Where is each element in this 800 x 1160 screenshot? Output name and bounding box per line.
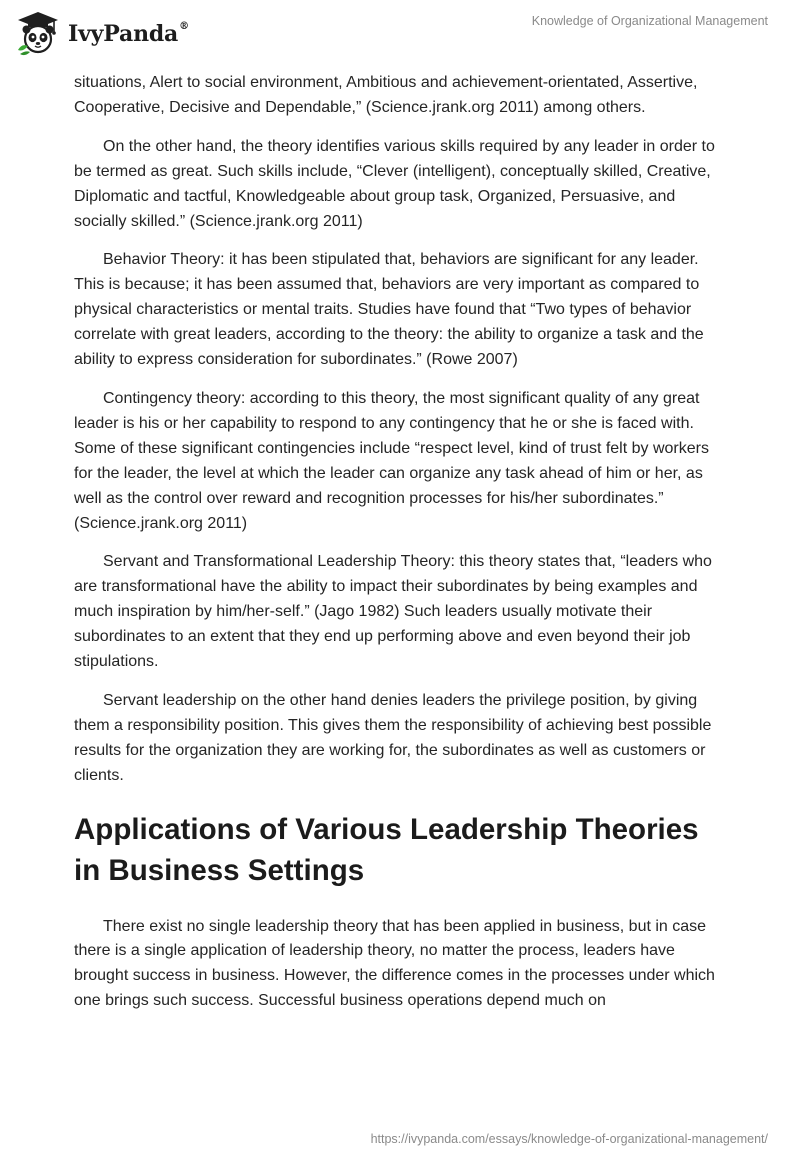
essay-content <box>74 71 730 1028</box>
paragraph: situations, Alert to social environment, Ambitious and achievement-orientated, Assertive, Cooperative, Decisive and Dependable,” (Science.jrank.org 2011) among others. <box>74 74 698 116</box>
page-header <box>0 0 800 70</box>
paragraph: Servant leadership on the other hand denies leaders the privilege position, by giving them a responsibility position. This gives them the responsibility of achieving best possible results for the organization they are working for, the subordinates as well as customers or clients. <box>74 691 712 784</box>
document-title: Knowledge of Organizational Management <box>531 14 768 28</box>
paragraph: On the other hand, the theory identifies various skills required by any leader in order to be termed as great. Such skills include, “Clever (intelligent), conceptually skilled, Creative, Diplomatic and tactful, Knowledgeable about group task, Organized, Persuasive, and socially skilled.” (Science.jrank.org 2011) <box>74 137 715 230</box>
paragraph: Contingency theory: according to this theory, the most significant quality of any great leader is his or her capability to respond to any contingency that he or she is faced with. Some of these significant contingencies include “respect level, kind of trust felt by workers for the leader, the level at which the leader can organize any task ahead of him or her, as well as the control over reward and recognition processes for his/her subordinates.” (Science.jrank.org 2011) <box>74 389 709 532</box>
brand-name: IvyPanda® <box>68 20 189 47</box>
ivypanda-logo[interactable] <box>14 8 189 58</box>
page-url[interactable]: https://ivypanda.com/essays/knowledge-of-organizational-management/ <box>370 1132 768 1146</box>
registered-mark: ® <box>179 20 189 32</box>
section-heading: Applications of Various Leadership Theories in Business Settings <box>74 812 699 887</box>
paragraph: Servant and Transformational Leadership Theory: this theory states that, “leaders who are transformational have the ability to impact their subordinates by being examples and much inspiration by him/her-self.” (Jago 1982) Such leaders usually motivate their subordinates to an extent that they end up performing above and even beyond their job stipulations. <box>74 553 712 671</box>
paragraph: There exist no single leadership theory that has been applied in business, but in case there is a single application of leadership theory, no matter the process, leaders have brought success in business. However, the difference comes in the processes under which one brings such success. Successful business operations depend much on <box>74 917 715 1010</box>
paragraph: Behavior Theory: it has been stipulated that, behaviors are significant for any leader. This is because; it has been assumed that, behaviors are very important as compared to physical characteristics or mental traits. Studies have found that “Two types of behavior correlate with great leaders, according to the theory: the ability to organize a task and the ability to express consideration for subordinates.” (Rowe 2007) <box>74 251 704 369</box>
panda-graduate-icon <box>14 10 62 56</box>
